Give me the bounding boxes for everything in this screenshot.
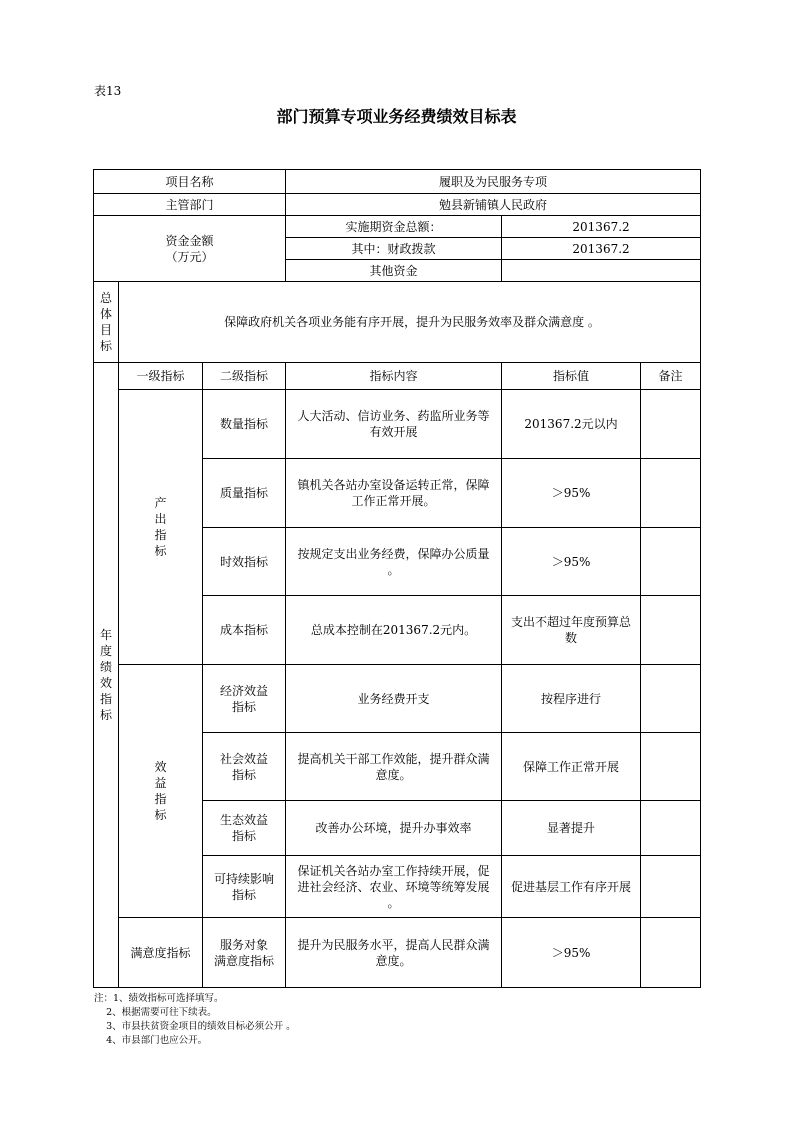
note-cell	[641, 459, 701, 528]
dept-value: 勉县新铺镇人民政府	[286, 194, 701, 216]
fund-amount-label: 资金金额 （万元）	[94, 216, 286, 282]
fiscal-funds-label: 其中：财政拨款	[286, 238, 502, 260]
performance-target-table	[93, 169, 701, 988]
level2-cell: 经济效益 指标	[203, 665, 286, 733]
note-cell	[641, 918, 701, 988]
level1-header: 一级指标	[119, 363, 203, 390]
content-cell: 总成本控制在201367.2元内。	[286, 596, 502, 665]
content-cell: 人大活动、信访业务、药监所业务等 有效开展	[286, 390, 502, 459]
content-cell: 提高机关干部工作效能，提升群众满 意度。	[286, 733, 502, 801]
dept-label: 主管部门	[94, 194, 286, 216]
other-funds-label: 其他资金	[286, 260, 502, 282]
level2-cell: 数量指标	[203, 390, 286, 459]
document-title: 部门预算专项业务经费绩效目标表	[276, 107, 517, 126]
level2-cell: 成本指标	[203, 596, 286, 665]
value-cell: ＞95%	[502, 459, 641, 528]
content-header: 指标内容	[286, 363, 502, 390]
level2-cell: 质量指标	[203, 459, 286, 528]
table-number: 表13	[94, 84, 122, 98]
overall-goal-label: 总 体 目 标	[94, 282, 119, 363]
satisfaction-indicator-group: 满意度指标	[119, 918, 203, 988]
level2-header: 二级指标	[203, 363, 286, 390]
note-cell	[641, 528, 701, 596]
note-cell	[641, 390, 701, 459]
overall-goal-text: 保障政府机关各项业务能有序开展，提升为民服务效率及群众满意度 。	[119, 282, 701, 363]
value-cell: 支出不超过年度预算总 数	[502, 596, 641, 665]
annual-indicator-label: 年 度 绩 效 指 标	[94, 363, 119, 988]
footnote-line: 注：1、绩效指标可选择填写。	[94, 993, 224, 1004]
note-cell	[641, 665, 701, 733]
content-cell: 业务经费开支	[286, 665, 502, 733]
footnote-line: 4、市县部门也应公开。	[94, 1035, 208, 1046]
project-name-label: 项目名称	[94, 170, 286, 194]
content-cell: 保证机关各站办室工作持续开展，促 进社会经济、农业、环境等统筹发展 。	[286, 856, 502, 918]
value-cell: 按程序进行	[502, 665, 641, 733]
note-cell	[641, 856, 701, 918]
benefit-indicator-group: 效 益 指 标	[119, 665, 203, 918]
level2-cell: 生态效益 指标	[203, 801, 286, 856]
level2-cell: 时效指标	[203, 528, 286, 596]
value-cell: 促进基层工作有序开展	[502, 856, 641, 918]
value-cell: ＞95%	[502, 528, 641, 596]
level2-cell: 可持续影响 指标	[203, 856, 286, 918]
project-name-value: 履职及为民服务专项	[286, 170, 701, 194]
other-funds-value	[502, 260, 701, 282]
total-funds-label: 实施期资金总额：	[286, 216, 502, 238]
total-funds-value: 201367.2	[502, 216, 701, 238]
value-cell: 201367.2元以内	[502, 390, 641, 459]
note-header: 备注	[641, 363, 701, 390]
output-indicator-group: 产 出 指 标	[119, 390, 203, 665]
content-cell: 提升为民服务水平，提高人民群众满 意度。	[286, 918, 502, 988]
note-cell	[641, 801, 701, 856]
value-cell: 保障工作正常开展	[502, 733, 641, 801]
fiscal-funds-value: 201367.2	[502, 238, 701, 260]
footnote-line: 3、市县扶贫资金项目的绩效目标必须公开 。	[94, 1021, 296, 1032]
content-cell: 镇机关各站办室设备运转正常，保障 工作正常开展。	[286, 459, 502, 528]
content-cell: 按规定支出业务经费，保障办公质量 。	[286, 528, 502, 596]
content-cell: 改善办公环境，提升办事效率	[286, 801, 502, 856]
value-cell: 显著提升	[502, 801, 641, 856]
value-header: 指标值	[502, 363, 641, 390]
footnotes	[94, 992, 296, 1048]
note-cell	[641, 733, 701, 801]
note-cell	[641, 596, 701, 665]
level2-cell: 服务对象 满意度指标	[203, 918, 286, 988]
footnote-line: 2、根据需要可往下续表。	[94, 1007, 217, 1018]
value-cell: ＞95%	[502, 918, 641, 988]
level2-cell: 社会效益 指标	[203, 733, 286, 801]
